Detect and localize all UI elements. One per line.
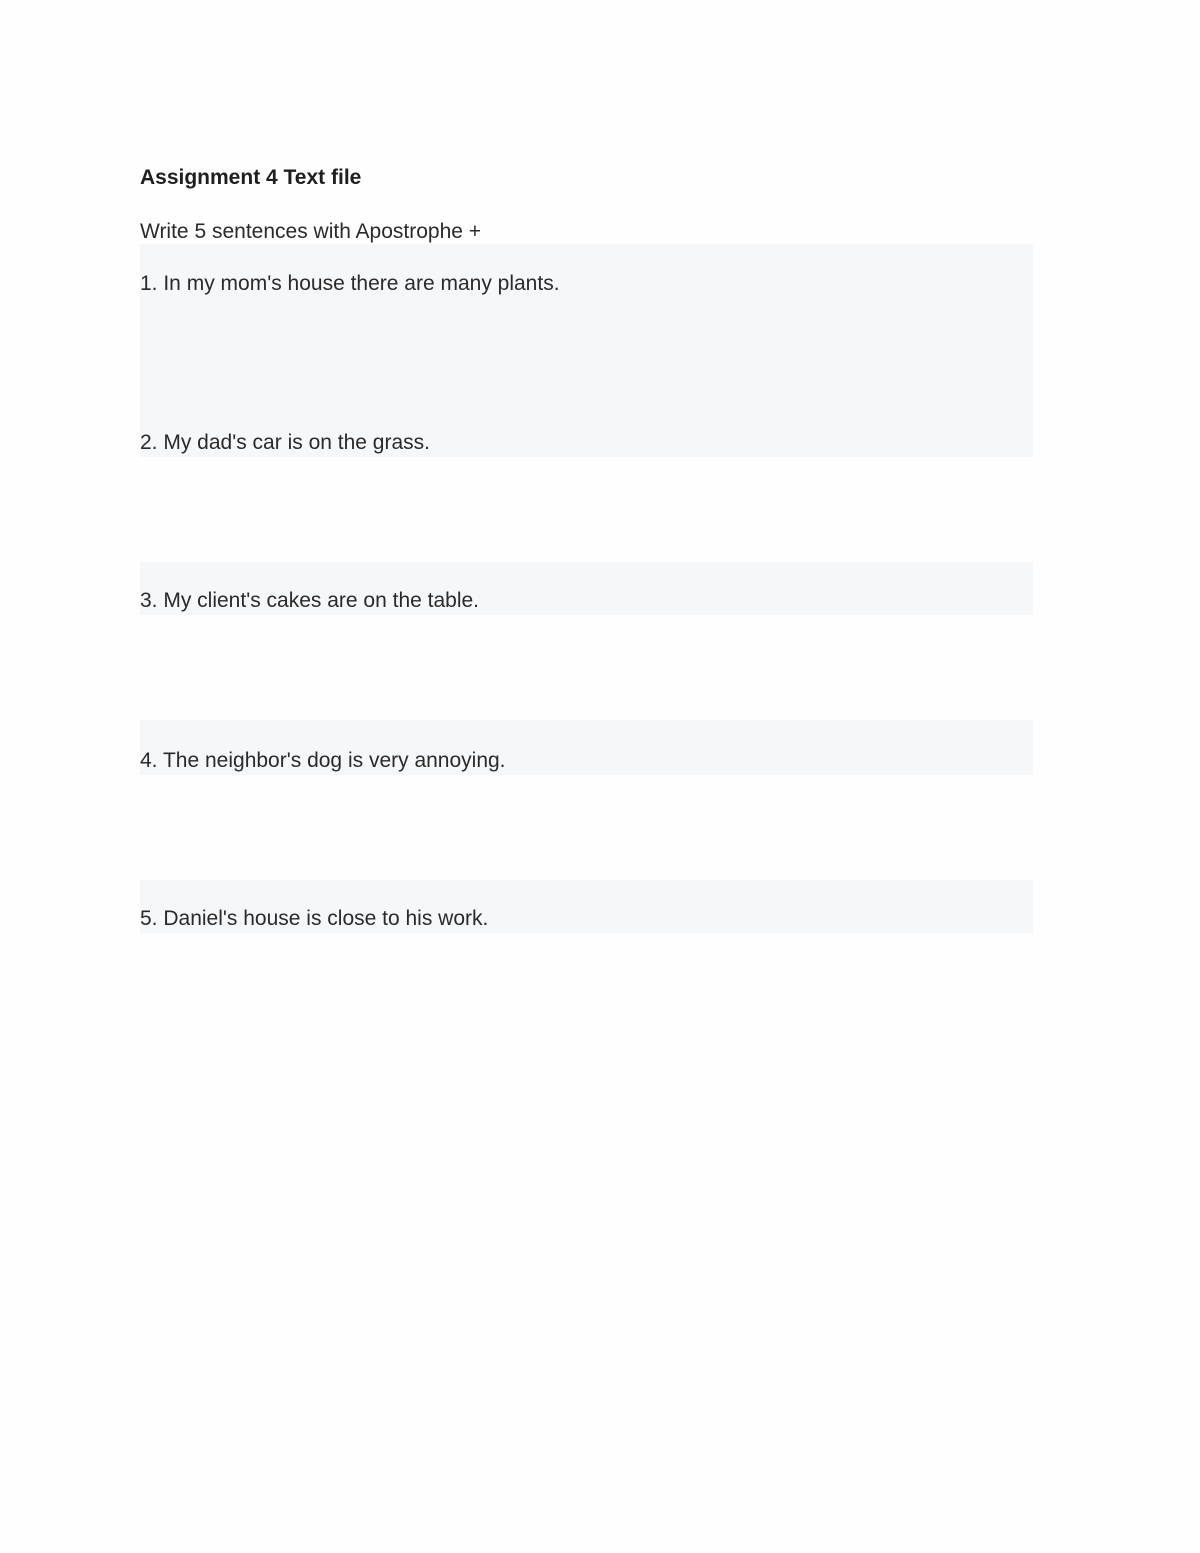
sentence-5: 5. Daniel's house is close to his work. xyxy=(140,907,489,930)
sentence-1: 1. In my mom's house there are many plants. xyxy=(140,272,560,295)
sentence-2: 2. My dad's car is on the grass. xyxy=(140,431,430,454)
sentence-4: 4. The neighbor's dog is very annoying. xyxy=(140,749,506,772)
instruction-text: Write 5 sentences with Apostrophe + xyxy=(140,220,482,243)
sentence-3: 3. My client's cakes are on the table. xyxy=(140,589,480,612)
document-title: Assignment 4 Text file xyxy=(140,166,362,189)
